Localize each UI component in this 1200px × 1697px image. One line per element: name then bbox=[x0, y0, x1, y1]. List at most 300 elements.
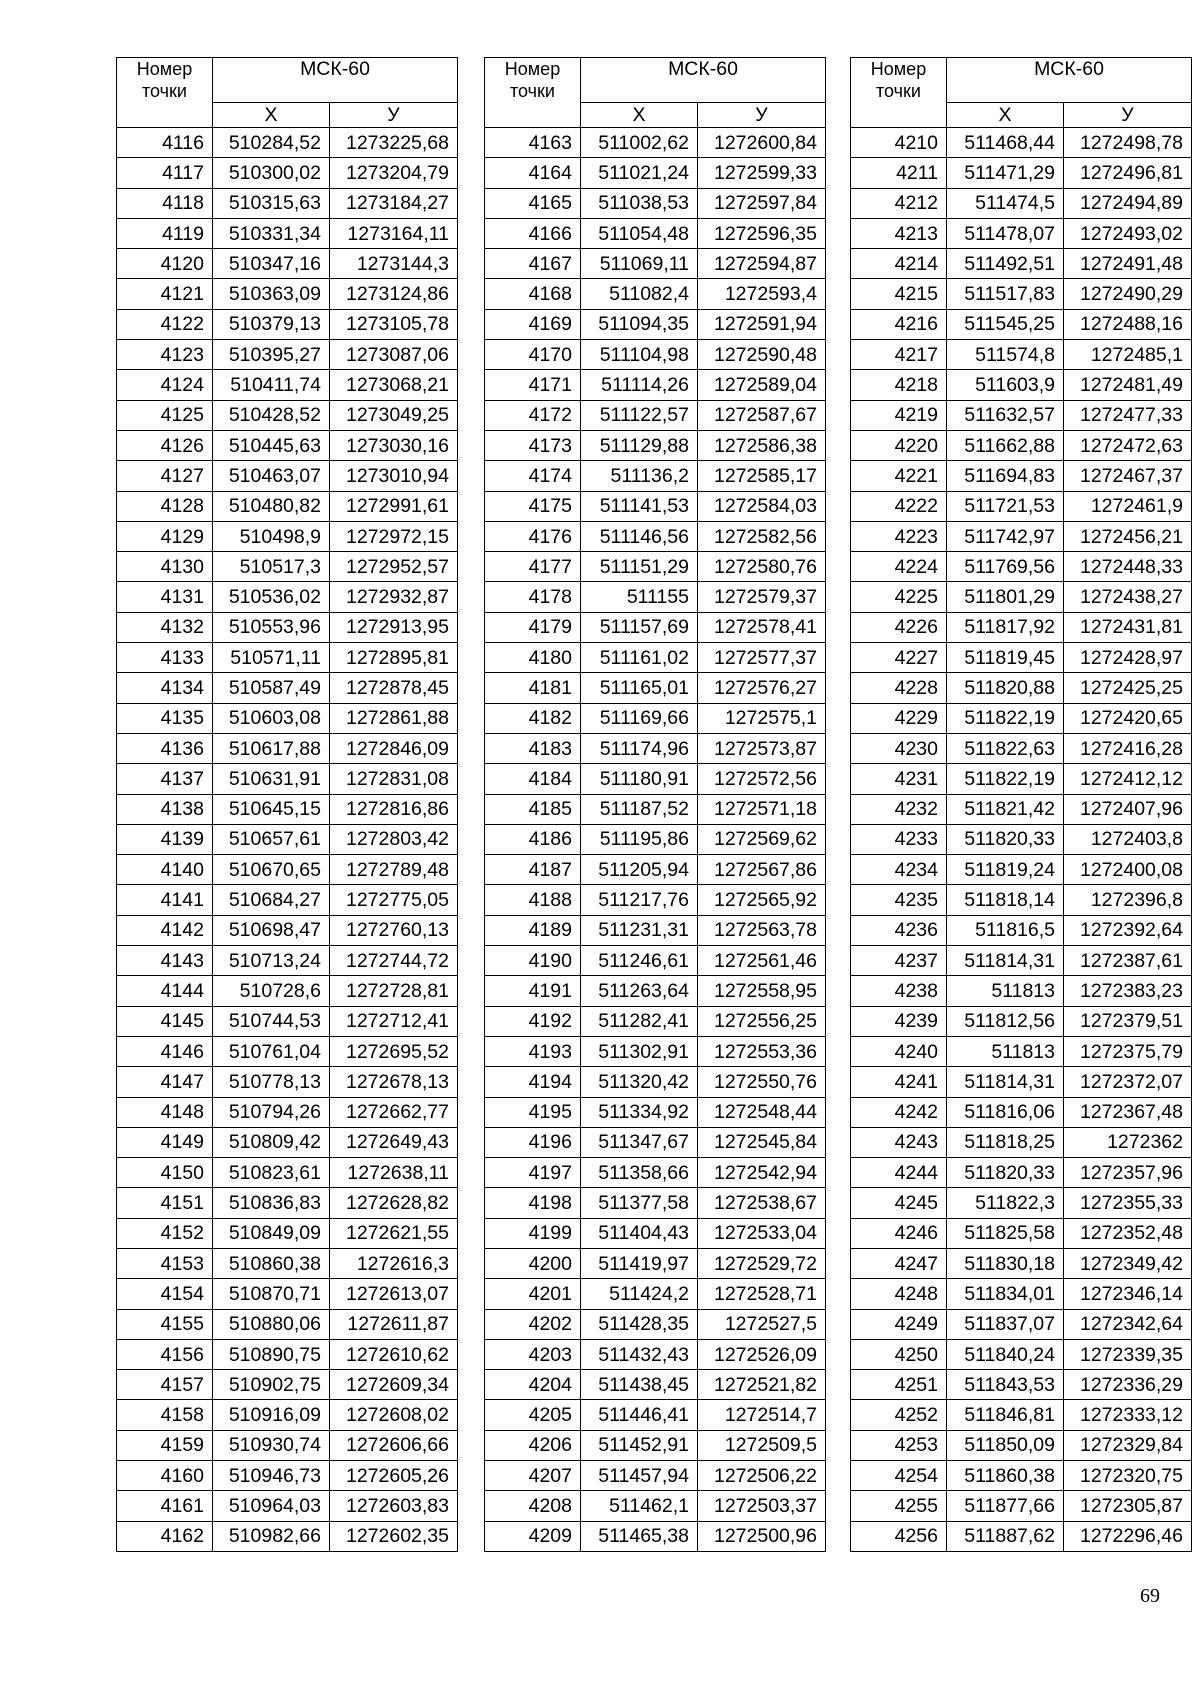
point-number-cell: 4208 bbox=[485, 1491, 581, 1521]
y-coordinate-cell: 1272649,43 bbox=[330, 1127, 458, 1157]
point-number-cell: 4249 bbox=[851, 1309, 947, 1339]
y-coordinate-cell: 1272362 bbox=[1064, 1127, 1192, 1157]
x-coordinate-cell: 510631,91 bbox=[213, 764, 330, 794]
y-coordinate-cell: 1272972,15 bbox=[330, 521, 458, 551]
point-number-cell: 4158 bbox=[117, 1400, 213, 1430]
table-row bbox=[485, 1218, 826, 1248]
point-number-cell: 4241 bbox=[851, 1067, 947, 1097]
point-number-cell: 4117 bbox=[117, 158, 213, 188]
table-row bbox=[485, 1097, 826, 1127]
x-coordinate-cell: 511465,38 bbox=[581, 1521, 698, 1551]
table-row bbox=[117, 1127, 458, 1157]
y-coordinate-cell: 1272728,81 bbox=[330, 976, 458, 1006]
x-coordinate-cell: 511860,38 bbox=[947, 1461, 1064, 1491]
y-coordinate-cell: 1272305,87 bbox=[1064, 1491, 1192, 1521]
point-number-cell: 4186 bbox=[485, 824, 581, 854]
y-coordinate-cell: 1272494,89 bbox=[1064, 188, 1192, 218]
point-number-cell: 4166 bbox=[485, 218, 581, 248]
point-number-cell: 4159 bbox=[117, 1430, 213, 1460]
table-row bbox=[485, 1248, 826, 1278]
y-coordinate-cell: 1272586,38 bbox=[698, 430, 826, 460]
point-number-cell: 4178 bbox=[485, 582, 581, 612]
point-number-cell: 4247 bbox=[851, 1248, 947, 1278]
y-coordinate-cell: 1272760,13 bbox=[330, 915, 458, 945]
y-coordinate-cell: 1272565,92 bbox=[698, 885, 826, 915]
x-coordinate-cell: 511819,45 bbox=[947, 643, 1064, 673]
point-number-cell: 4228 bbox=[851, 673, 947, 703]
y-coordinate-cell: 1272605,26 bbox=[330, 1461, 458, 1491]
table-row bbox=[485, 340, 826, 370]
x-coordinate-cell: 511843,53 bbox=[947, 1370, 1064, 1400]
x-coordinate-cell: 511151,29 bbox=[581, 552, 698, 582]
point-number-cell: 4128 bbox=[117, 491, 213, 521]
y-coordinate-cell: 1272991,61 bbox=[330, 491, 458, 521]
y-coordinate-cell: 1272582,56 bbox=[698, 521, 826, 551]
coord-system-header: МСК-60 bbox=[581, 58, 826, 103]
coordinates-table-2 bbox=[484, 57, 826, 1552]
x-coordinate-cell: 511820,33 bbox=[947, 824, 1064, 854]
y-coordinate-cell: 1272952,57 bbox=[330, 552, 458, 582]
x-coordinate-cell: 511231,31 bbox=[581, 915, 698, 945]
point-number-cell: 4215 bbox=[851, 279, 947, 309]
point-number-cell: 4144 bbox=[117, 976, 213, 1006]
x-coordinate-cell: 511347,67 bbox=[581, 1127, 698, 1157]
table-row bbox=[851, 158, 1192, 188]
table-row bbox=[117, 430, 458, 460]
x-coordinate-cell: 510645,15 bbox=[213, 794, 330, 824]
point-number-cell: 4203 bbox=[485, 1339, 581, 1369]
x-coordinate-cell: 510617,88 bbox=[213, 733, 330, 763]
y-coordinate-cell: 1272616,3 bbox=[330, 1248, 458, 1278]
point-number-cell: 4200 bbox=[485, 1248, 581, 1278]
x-coordinate-cell: 511820,88 bbox=[947, 673, 1064, 703]
x-coordinate-cell: 511632,57 bbox=[947, 400, 1064, 430]
table-row bbox=[117, 1067, 458, 1097]
x-coordinate-cell: 511821,42 bbox=[947, 794, 1064, 824]
y-coordinate-cell: 1272339,35 bbox=[1064, 1339, 1192, 1369]
y-coordinate-cell: 1272500,96 bbox=[698, 1521, 826, 1551]
point-number-cell: 4130 bbox=[117, 552, 213, 582]
table-row bbox=[117, 340, 458, 370]
x-coordinate-cell: 510517,3 bbox=[213, 552, 330, 582]
x-coordinate-cell: 511428,35 bbox=[581, 1309, 698, 1339]
y-coordinate-cell: 1272613,07 bbox=[330, 1279, 458, 1309]
coord-system-header: МСК-60 bbox=[947, 58, 1192, 103]
table-row bbox=[851, 764, 1192, 794]
x-coordinate-cell: 510363,09 bbox=[213, 279, 330, 309]
point-number-cell: 4193 bbox=[485, 1036, 581, 1066]
table-row bbox=[117, 885, 458, 915]
x-coordinate-cell: 511814,31 bbox=[947, 1067, 1064, 1097]
x-coordinate-cell: 511155 bbox=[581, 582, 698, 612]
y-coordinate-cell: 1272567,86 bbox=[698, 855, 826, 885]
y-coordinate-cell: 1273105,78 bbox=[330, 309, 458, 339]
y-coordinate-cell: 1272481,49 bbox=[1064, 370, 1192, 400]
x-coordinate-cell: 511721,53 bbox=[947, 491, 1064, 521]
y-coordinate-cell: 1272603,83 bbox=[330, 1491, 458, 1521]
table-row bbox=[851, 552, 1192, 582]
x-coordinate-cell: 511141,53 bbox=[581, 491, 698, 521]
y-coordinate-cell: 1272577,37 bbox=[698, 643, 826, 673]
y-coordinate-cell: 1272576,27 bbox=[698, 673, 826, 703]
table-row bbox=[117, 1521, 458, 1551]
x-coordinate-cell: 511263,64 bbox=[581, 976, 698, 1006]
table-row bbox=[117, 733, 458, 763]
y-coordinate-cell: 1273204,79 bbox=[330, 158, 458, 188]
x-coordinate-cell: 511404,43 bbox=[581, 1218, 698, 1248]
y-coordinate-cell: 1272521,82 bbox=[698, 1370, 826, 1400]
table-row bbox=[485, 1491, 826, 1521]
point-number-cell: 4139 bbox=[117, 824, 213, 854]
point-number-cell: 4238 bbox=[851, 976, 947, 1006]
y-coordinate-cell: 1272589,04 bbox=[698, 370, 826, 400]
y-coordinate-cell: 1272400,08 bbox=[1064, 855, 1192, 885]
x-coordinate-cell: 511302,91 bbox=[581, 1036, 698, 1066]
x-coordinate-cell: 510809,42 bbox=[213, 1127, 330, 1157]
x-coordinate-cell: 511246,61 bbox=[581, 946, 698, 976]
y-coordinate-cell: 1272416,28 bbox=[1064, 733, 1192, 763]
point-number-cell: 4248 bbox=[851, 1279, 947, 1309]
point-number-cell: 4198 bbox=[485, 1188, 581, 1218]
point-number-cell: 4233 bbox=[851, 824, 947, 854]
x-coordinate-cell: 510902,75 bbox=[213, 1370, 330, 1400]
point-number-cell: 4187 bbox=[485, 855, 581, 885]
table-row bbox=[117, 1309, 458, 1339]
y-coordinate-cell: 1272493,02 bbox=[1064, 218, 1192, 248]
table-row bbox=[851, 855, 1192, 885]
y-coordinate-cell: 1272514,7 bbox=[698, 1400, 826, 1430]
table-row bbox=[485, 855, 826, 885]
point-number-cell: 4243 bbox=[851, 1127, 947, 1157]
y-coordinate-cell: 1272529,72 bbox=[698, 1248, 826, 1278]
point-number-cell: 4125 bbox=[117, 400, 213, 430]
point-number-cell: 4240 bbox=[851, 1036, 947, 1066]
y-coordinate-cell: 1272472,63 bbox=[1064, 430, 1192, 460]
point-number-cell: 4213 bbox=[851, 218, 947, 248]
point-number-cell: 4204 bbox=[485, 1370, 581, 1400]
y-coordinate-cell: 1272744,72 bbox=[330, 946, 458, 976]
point-number-cell: 4121 bbox=[117, 279, 213, 309]
table-row bbox=[851, 733, 1192, 763]
coordinates-table-3 bbox=[850, 57, 1192, 1552]
point-number-cell: 4181 bbox=[485, 673, 581, 703]
y-coordinate-cell: 1272846,09 bbox=[330, 733, 458, 763]
point-number-cell: 4191 bbox=[485, 976, 581, 1006]
point-number-cell: 4205 bbox=[485, 1400, 581, 1430]
x-coordinate-cell: 511205,94 bbox=[581, 855, 698, 885]
table-row bbox=[485, 1127, 826, 1157]
point-number-cell: 4134 bbox=[117, 673, 213, 703]
point-number-cell: 4207 bbox=[485, 1461, 581, 1491]
y-coordinate-cell: 1272490,29 bbox=[1064, 279, 1192, 309]
x-coordinate-cell: 511114,26 bbox=[581, 370, 698, 400]
point-number-cell: 4231 bbox=[851, 764, 947, 794]
y-coordinate-cell: 1272895,81 bbox=[330, 643, 458, 673]
point-number-cell: 4255 bbox=[851, 1491, 947, 1521]
table-row bbox=[117, 1036, 458, 1066]
y-coordinate-cell: 1272438,27 bbox=[1064, 582, 1192, 612]
y-coordinate-cell: 1272320,75 bbox=[1064, 1461, 1192, 1491]
point-number-cell: 4219 bbox=[851, 400, 947, 430]
x-coordinate-cell: 511822,19 bbox=[947, 703, 1064, 733]
y-coordinate-cell: 1272611,87 bbox=[330, 1309, 458, 1339]
table-row bbox=[851, 370, 1192, 400]
table-row bbox=[851, 1218, 1192, 1248]
y-coordinate-cell: 1272594,87 bbox=[698, 249, 826, 279]
y-coordinate-cell: 1272396,8 bbox=[1064, 885, 1192, 915]
x-coordinate-cell: 511822,3 bbox=[947, 1188, 1064, 1218]
y-coordinate-cell: 1272506,22 bbox=[698, 1461, 826, 1491]
x-coordinate-cell: 510823,61 bbox=[213, 1158, 330, 1188]
table-row bbox=[485, 794, 826, 824]
point-number-cell: 4148 bbox=[117, 1097, 213, 1127]
point-number-cell: 4176 bbox=[485, 521, 581, 551]
y-coordinate-cell: 1272509,5 bbox=[698, 1430, 826, 1460]
x-coordinate-cell: 510300,02 bbox=[213, 158, 330, 188]
table-row bbox=[485, 976, 826, 1006]
table-row bbox=[117, 1248, 458, 1278]
y-coordinate-cell: 1272609,34 bbox=[330, 1370, 458, 1400]
x-coordinate-cell: 511545,25 bbox=[947, 309, 1064, 339]
y-coordinate-cell: 1272569,62 bbox=[698, 824, 826, 854]
point-number-cell: 4149 bbox=[117, 1127, 213, 1157]
point-number-cell: 4168 bbox=[485, 279, 581, 309]
y-coordinate-cell: 1272488,16 bbox=[1064, 309, 1192, 339]
point-number-cell: 4137 bbox=[117, 764, 213, 794]
table-row bbox=[485, 1188, 826, 1218]
y-coordinate-cell: 1272571,18 bbox=[698, 794, 826, 824]
y-coordinate-cell: 1272528,71 bbox=[698, 1279, 826, 1309]
y-coordinate-cell: 1273225,68 bbox=[330, 128, 458, 158]
x-coordinate-cell: 511174,96 bbox=[581, 733, 698, 763]
table-row bbox=[851, 1309, 1192, 1339]
x-coordinate-cell: 510463,07 bbox=[213, 461, 330, 491]
table-row bbox=[851, 521, 1192, 551]
x-coordinate-cell: 510315,63 bbox=[213, 188, 330, 218]
x-coordinate-cell: 510670,65 bbox=[213, 855, 330, 885]
y-coordinate-cell: 1272597,84 bbox=[698, 188, 826, 218]
point-number-cell: 4150 bbox=[117, 1158, 213, 1188]
point-number-cell: 4225 bbox=[851, 582, 947, 612]
y-coordinate-cell: 1272477,33 bbox=[1064, 400, 1192, 430]
x-coordinate-cell: 511021,24 bbox=[581, 158, 698, 188]
y-coordinate-cell: 1272606,66 bbox=[330, 1430, 458, 1460]
x-coordinate-cell: 510379,13 bbox=[213, 309, 330, 339]
y-coordinate-cell: 1272628,82 bbox=[330, 1188, 458, 1218]
table-row bbox=[485, 885, 826, 915]
table-row bbox=[117, 915, 458, 945]
table-row bbox=[851, 188, 1192, 218]
y-coordinate-cell: 1272662,77 bbox=[330, 1097, 458, 1127]
table-row bbox=[117, 976, 458, 1006]
y-coordinate-cell: 1272638,11 bbox=[330, 1158, 458, 1188]
table-row bbox=[851, 1006, 1192, 1036]
x-coordinate-cell: 510860,38 bbox=[213, 1248, 330, 1278]
table-row bbox=[851, 1491, 1192, 1521]
table-row bbox=[851, 1127, 1192, 1157]
point-number-cell: 4140 bbox=[117, 855, 213, 885]
y-coordinate-cell: 1272789,48 bbox=[330, 855, 458, 885]
y-coordinate-cell: 1272590,48 bbox=[698, 340, 826, 370]
table-row bbox=[485, 1521, 826, 1551]
point-number-cell: 4242 bbox=[851, 1097, 947, 1127]
y-coordinate-cell: 1273087,06 bbox=[330, 340, 458, 370]
point-number-cell: 4201 bbox=[485, 1279, 581, 1309]
point-number-cell: 4116 bbox=[117, 128, 213, 158]
x-coordinate-cell: 511574,8 bbox=[947, 340, 1064, 370]
table-row bbox=[851, 915, 1192, 945]
x-coordinate-cell: 511834,01 bbox=[947, 1279, 1064, 1309]
y-coordinate-cell: 1272584,03 bbox=[698, 491, 826, 521]
table-row bbox=[851, 1158, 1192, 1188]
x-coordinate-cell: 510536,02 bbox=[213, 582, 330, 612]
point-number-cell: 4171 bbox=[485, 370, 581, 400]
point-number-cell: 4188 bbox=[485, 885, 581, 915]
y-coordinate-cell: 1272591,94 bbox=[698, 309, 826, 339]
table-row bbox=[117, 461, 458, 491]
coordinates-table-1 bbox=[116, 57, 458, 1552]
point-number-cell: 4179 bbox=[485, 612, 581, 642]
point-number-cell: 4190 bbox=[485, 946, 581, 976]
y-coordinate-cell: 1272596,35 bbox=[698, 218, 826, 248]
table-row bbox=[485, 370, 826, 400]
point-number-cell: 4138 bbox=[117, 794, 213, 824]
x-coordinate-cell: 510794,26 bbox=[213, 1097, 330, 1127]
table-row bbox=[851, 430, 1192, 460]
point-number-cell: 4152 bbox=[117, 1218, 213, 1248]
y-coordinate-cell: 1272575,1 bbox=[698, 703, 826, 733]
table-row bbox=[117, 249, 458, 279]
table-row bbox=[851, 1400, 1192, 1430]
point-number-cell: 4156 bbox=[117, 1339, 213, 1369]
x-coordinate-cell: 511474,5 bbox=[947, 188, 1064, 218]
x-coordinate-cell: 510744,53 bbox=[213, 1006, 330, 1036]
x-coordinate-cell: 511819,24 bbox=[947, 855, 1064, 885]
point-number-cell: 4202 bbox=[485, 1309, 581, 1339]
y-coordinate-cell: 1272775,05 bbox=[330, 885, 458, 915]
y-coordinate-cell: 1272412,12 bbox=[1064, 764, 1192, 794]
table-row bbox=[117, 1279, 458, 1309]
point-number-cell: 4224 bbox=[851, 552, 947, 582]
table-row bbox=[851, 1097, 1192, 1127]
table-row bbox=[485, 703, 826, 733]
table-row bbox=[117, 1400, 458, 1430]
x-coordinate-cell: 511358,66 bbox=[581, 1158, 698, 1188]
point-number-cell: 4133 bbox=[117, 643, 213, 673]
x-coordinate-cell: 511812,56 bbox=[947, 1006, 1064, 1036]
x-coordinate-cell: 511187,52 bbox=[581, 794, 698, 824]
table-row bbox=[851, 1461, 1192, 1491]
y-coordinate-cell: 1272403,8 bbox=[1064, 824, 1192, 854]
table-row bbox=[485, 946, 826, 976]
point-number-cell: 4217 bbox=[851, 340, 947, 370]
point-number-cell: 4146 bbox=[117, 1036, 213, 1066]
y-coordinate-cell: 1272485,1 bbox=[1064, 340, 1192, 370]
table-row bbox=[117, 855, 458, 885]
point-number-cell: 4211 bbox=[851, 158, 947, 188]
y-coordinate-cell: 1272861,88 bbox=[330, 703, 458, 733]
table-row bbox=[117, 309, 458, 339]
x-coordinate-cell: 511432,43 bbox=[581, 1339, 698, 1369]
y-header: У bbox=[330, 103, 458, 128]
x-coordinate-cell: 511334,92 bbox=[581, 1097, 698, 1127]
x-coordinate-cell: 511818,25 bbox=[947, 1127, 1064, 1157]
y-coordinate-cell: 1272600,84 bbox=[698, 128, 826, 158]
table-row bbox=[485, 1461, 826, 1491]
point-number-cell: 4209 bbox=[485, 1521, 581, 1551]
coord-system-header: МСК-60 bbox=[213, 58, 458, 103]
point-number-cell: 4232 bbox=[851, 794, 947, 824]
x-coordinate-cell: 510284,52 bbox=[213, 128, 330, 158]
x-coordinate-cell: 511662,88 bbox=[947, 430, 1064, 460]
x-coordinate-cell: 510778,13 bbox=[213, 1067, 330, 1097]
y-header: У bbox=[698, 103, 826, 128]
y-coordinate-cell: 1272610,62 bbox=[330, 1339, 458, 1369]
y-coordinate-cell: 1272548,44 bbox=[698, 1097, 826, 1127]
table-row bbox=[485, 400, 826, 430]
x-coordinate-cell: 511846,81 bbox=[947, 1400, 1064, 1430]
table-row bbox=[117, 1158, 458, 1188]
x-coordinate-cell: 510916,09 bbox=[213, 1400, 330, 1430]
y-coordinate-cell: 1273164,11 bbox=[330, 218, 458, 248]
x-coordinate-cell: 511082,4 bbox=[581, 279, 698, 309]
point-number-cell: 4235 bbox=[851, 885, 947, 915]
x-coordinate-cell: 511813 bbox=[947, 1036, 1064, 1066]
y-coordinate-cell: 1272336,29 bbox=[1064, 1370, 1192, 1400]
x-coordinate-cell: 510880,06 bbox=[213, 1309, 330, 1339]
y-coordinate-cell: 1272878,45 bbox=[330, 673, 458, 703]
point-number-cell: 4119 bbox=[117, 218, 213, 248]
point-number-cell: 4227 bbox=[851, 643, 947, 673]
x-coordinate-cell: 510728,6 bbox=[213, 976, 330, 1006]
table-row bbox=[117, 1370, 458, 1400]
point-number-cell: 4132 bbox=[117, 612, 213, 642]
y-coordinate-cell: 1272431,81 bbox=[1064, 612, 1192, 642]
x-coordinate-cell: 510890,75 bbox=[213, 1339, 330, 1369]
point-number-cell: 4124 bbox=[117, 370, 213, 400]
point-number-cell: 4214 bbox=[851, 249, 947, 279]
y-coordinate-cell: 1272678,13 bbox=[330, 1067, 458, 1097]
y-coordinate-cell: 1272407,96 bbox=[1064, 794, 1192, 824]
y-coordinate-cell: 1272587,67 bbox=[698, 400, 826, 430]
x-coordinate-cell: 511492,51 bbox=[947, 249, 1064, 279]
table-row bbox=[851, 794, 1192, 824]
y-coordinate-cell: 1272579,37 bbox=[698, 582, 826, 612]
point-number-cell: 4236 bbox=[851, 915, 947, 945]
x-coordinate-cell: 510428,52 bbox=[213, 400, 330, 430]
x-coordinate-cell: 510445,63 bbox=[213, 430, 330, 460]
y-coordinate-cell: 1272372,07 bbox=[1064, 1067, 1192, 1097]
x-coordinate-cell: 511195,86 bbox=[581, 824, 698, 854]
point-number-cell: 4162 bbox=[117, 1521, 213, 1551]
point-number-cell: 4237 bbox=[851, 946, 947, 976]
point-number-cell: 4175 bbox=[485, 491, 581, 521]
table-row bbox=[851, 218, 1192, 248]
y-coordinate-cell: 1272355,33 bbox=[1064, 1188, 1192, 1218]
y-coordinate-cell: 1272357,96 bbox=[1064, 1158, 1192, 1188]
point-number-cell: 4189 bbox=[485, 915, 581, 945]
point-number-cell: 4163 bbox=[485, 128, 581, 158]
point-number-cell: 4194 bbox=[485, 1067, 581, 1097]
y-coordinate-cell: 1272349,42 bbox=[1064, 1248, 1192, 1278]
table-row bbox=[117, 158, 458, 188]
point-number-cell: 4122 bbox=[117, 309, 213, 339]
x-coordinate-cell: 511452,91 bbox=[581, 1430, 698, 1460]
y-coordinate-cell: 1273144,3 bbox=[330, 249, 458, 279]
x-coordinate-cell: 511468,44 bbox=[947, 128, 1064, 158]
table-row bbox=[485, 1370, 826, 1400]
table-row bbox=[117, 673, 458, 703]
